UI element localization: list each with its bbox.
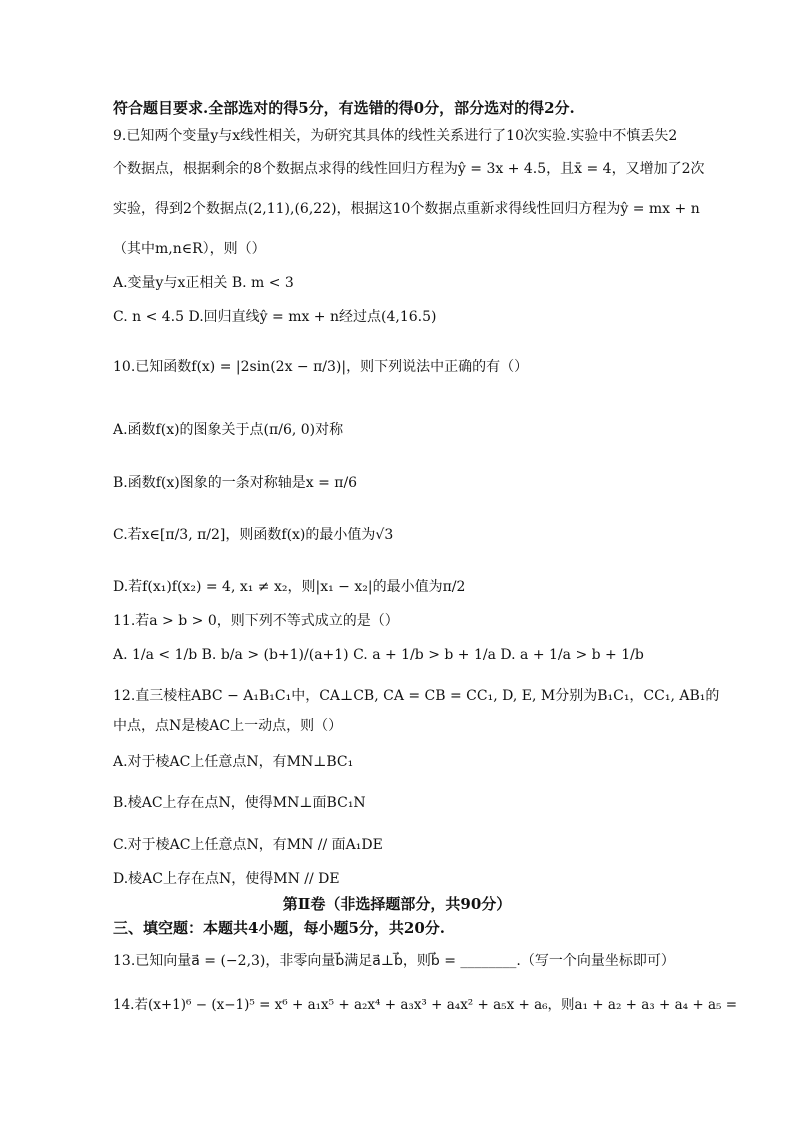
q12-option-c: C.对于棱AC上任意点N，有MN // 面A₁DE [113,837,383,853]
q9-line-2: 个数据点，根据剩余的8个数据点求得的线性回归方程为ŷ = 3x + 4.5，且x̄ = 4，又增加了2次 [113,161,705,177]
q10-option-d: D.若f(x₁)f(x₂) = 4, x₁ ≠ x₂，则|x₁ − x₂|的最小值为π/2 [113,579,466,595]
q9-line-3: 实验，得到2个数据点(2,11),(6,22)，根据这10个数据点重新求得线性回归方程为ŷ = mx + n [113,201,700,217]
q11-options: A. 1/a < 1/b B. b/a > (b+1)/(a+1) C. a + 1/b > b + 1/a D. a + 1/a > b + 1/b [113,647,644,663]
q10-stem: 10.已知函数f(x) = |2sin(2x − π/3)|，则下列说法中正确的有（） [113,359,529,375]
q10-option-a: A.函数f(x)的图象关于点(π/6, 0)对称 [113,422,344,438]
q9-options-ab: A.变量y与x正相关 B. m < 3 [113,275,294,291]
q9-line-1: 9.已知两个变量y与x线性相关，为研究其具体的线性关系进行了10次实验.实验中不慎丢失2 [113,128,678,144]
q12-line-2: 中点，点N是棱AC上一动点，则（） [113,718,343,734]
q10-option-c: C.若x∈[π/3, π/2]，则函数f(x)的最小值为√3 [113,527,394,543]
q12-line-1: 12.直三棱柱ABC − A₁B₁C₁中，CA⊥CB, CA = CB = CC₁, D, E, M分别为B₁C₁，CC₁, AB₁的 [113,688,720,704]
q14: 14.若(x+1)⁶ − (x−1)⁵ = x⁶ + a₁x⁵ + a₂x⁴ + a₃x³ + a₄x² + a₅x + a₆，则a₁ + a₂ + a₃ + a₄ + a₅ = [113,997,738,1013]
q13: 13.已知向量a⃗ = (−2,3)，非零向量b⃗满足a⃗⊥b⃗，则b⃗ = ________.（写一个向量坐标即可） [113,953,675,969]
q11-stem: 11.若a > b > 0，则下列不等式成立的是（） [113,613,399,629]
q10-option-b: B.函数f(x)图象的一条对称轴是x = π/6 [113,475,358,491]
part2-title: 第Ⅱ卷（非选择题部分，共90分） [282,895,512,913]
q12-option-d: D.棱AC上存在点N，使得MN // DE [113,871,340,887]
q9-line-4: （其中m,n∈R），则（） [113,241,266,257]
q12-option-b: B.棱AC上存在点N，使得MN⊥面BC₁N [113,795,366,811]
fill-blank-section-title: 三、填空题：本题共4小题，每小题5分，共20分. [113,919,445,937]
q12-option-a: A.对于棱AC上任意点N，有MN⊥BC₁ [113,754,354,770]
q9-options-cd: C. n < 4.5 D.回归直线ŷ = mx + n经过点(4,16.5) [113,309,437,325]
section-instruction: 符合题目要求.全部选对的得5分，有选错的得0分，部分选对的得2分. [113,99,575,117]
